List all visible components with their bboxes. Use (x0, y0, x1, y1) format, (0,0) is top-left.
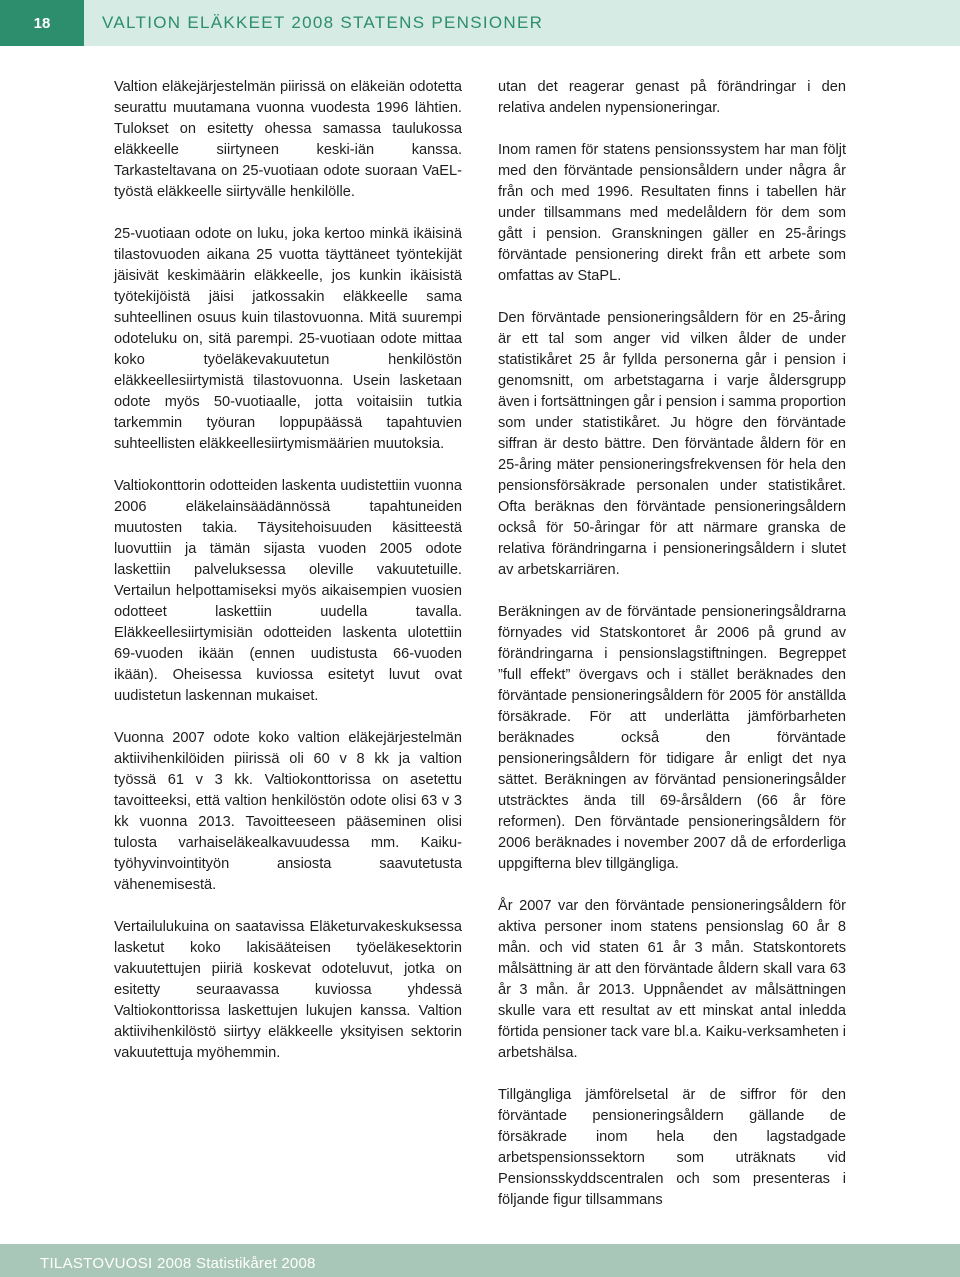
page-number: 18 (0, 0, 84, 46)
footer-label-sv: Statistikåret 2008 (196, 1255, 316, 1272)
right-column (498, 77, 846, 1232)
paragraph: Vertailulukuina on saatavissa Eläketurvakeskuksessa lasketut koko lakisääteisen työeläkesektorin vakuutettujen piiriä koskevat odoteluvut, jotka on esitetty seuraavassa kuviossa yhdessä Valtiokonttorissa laskettujen lukujen kanssa. Valtion aktiivihenkilöstö siirtyy eläkkeelle yksityisen sektorin vakuutettuja myöhemmin. (114, 919, 462, 1061)
paragraph: Inom ramen för statens pensionssystem har man följt med den förväntade pensionsåldern under några år från och med 1996. Resultaten finns i tabellen här under tillsammans med medelåldern för dem som gått i pension. Granskningen gäller en 25-årings förväntade pensionering direkt från ett arbete som omfattas av StaPL. (498, 142, 846, 284)
paragraph: Tillgängliga jämförelsetal är de siffror för den förväntade pensioneringsåldern gällande de försäkrade inom hela den lagstadgade arbetspensionssektorn som uträknats vid Pensionsskyddscentralen och som presenteras i följande figur tillsammans (498, 1087, 846, 1208)
page-header (0, 0, 960, 46)
paragraph: Vuonna 2007 odote koko valtion eläkejärjestelmän aktiivihenkilöiden piirissä oli 60 v 8 kk ja valtion työssä 61 v 3 kk. Valtiokonttorissa on asetettu tavoitteeksi, että valtion henkilöstön odote olisi 63 v 3 kk vuonna 2013. Tavoitteeseen pääseminen olisi tulosta varhaiseläkealkavuudessa mm. Kaiku-työhyvinvointityön ansiosta saavutetusta vähenemisestä. (114, 730, 462, 893)
left-column (114, 77, 462, 1085)
footer-label (40, 1255, 316, 1272)
paragraph: 25-vuotiaan odote on luku, joka kertoo minkä ikäisinä tilastovuoden aikana 25 vuotta täyttäneet työntekijät jäisivät keskimäärin eläkkeelle, jos kunkin ikäisistä työtekijöistä jäisi jatkossakin eläkkeelle sama suhteellinen osuus kuin tilastovuonna. Mitä suurempi odoteluku on, sitä parempi. 25-vuotiaan odote mittaa koko työeläkevakuutetun henkilöstön eläkkeellesiirtymistä tilastovuonna. Usein lasketaan odote myös 50-vuotiaalle, jotta voitaisiin tutkia tarkemmin työuran loppupäässä tapahtuvien suhteellisten eläkkeellesiirtymismäärien muutoksia. (114, 226, 462, 452)
running-title: VALTION ELÄKKEET 2008 STATENS PENSIONER (102, 13, 544, 32)
footer-label-fi: TILASTOVUOSI 2008 (40, 1255, 192, 1272)
paragraph: Valtion eläkejärjestelmän piirissä on eläkeiän odotetta seurattu muutamana vuonna vuodesta 1996 lähtien. Tulokset on esitetty ohessa samassa taulukossa eläkkeelle siirtyneen keski-iän kanssa. Tarkasteltavana on 25-vuotiaan odote suoraan VaEL-työstä eläkkeelle siirtyvälle henkilölle. (114, 79, 462, 200)
page-footer (0, 1244, 960, 1277)
paragraph: Beräkningen av de förväntade pensioneringsåldrarna förnyades vid Statskontoret år 2006 på grund av förändringarna i pensionslagstiftningen. Begreppet ”full effekt” övergavs och i stället beräknades den förväntade pensioneringsåldern för 2005 för anställda försäkrade. För att underlätta jämförbarheten beräknades också den förväntade pensioneringsåldern för tidigare år enligt det nya sättet. Beräkningen av förväntad pensioneringsålder utsträcktes ända till 69-årsåldern (66 år före reformen). Den förväntade pensioneringsåldern för 2006 beräknades i november 2007 då de erforderliga uppgifterna blev tillgängliga. (498, 604, 846, 872)
paragraph: År 2007 var den förväntade pensioneringsåldern för aktiva personer inom statens pensionslag 60 år 8 mån. och vid staten 61 år 3 mån. Statskontorets målsättning är att den förväntade åldern skall vara 63 år 3 mån. år 2013. Uppnåendet av målsättningen skulle vara ett resultat av ett minskat antal inledda förtida pensioner tack vare bl.a. Kaiku-verksamheten i arbetshälsa. (498, 898, 846, 1061)
paragraph: Valtiokonttorin odotteiden laskenta uudistettiin vuonna 2006 eläkelainsäädännössä tapahtuneiden muutosten takia. Täysitehoisuuden käsitteestä luovuttiin ja tämän sijasta vuoden 2005 odote laskettiin palveluksessa oleville vakuutetuille. Vertailun helpottamiseksi myös aikaisempien vuosien odotteet laskettiin uudella tavalla. Eläkkeellesiirtymisiän odotteiden laskenta ulotettiin 69-vuoden ikään (ennen uudistusta 66-vuoden ikään). Oheisessa kuviossa esitetyt luvut ovat uudistetun laskennan mukaiset. (114, 478, 462, 704)
paragraph: utan det reagerar genast på förändringar i den relativa andelen nypensioneringar. (498, 79, 846, 116)
paragraph: Den förväntade pensioneringsåldern för en 25-åring är ett tal som anger vid vilken ålder de under statistikåret 25 år fyllda personerna går i pension i genomsnitt, om arbetstagarna i varje åldersgrupp även i fortsättningen går i pension i samma proportion som under statistikåret. Ju högre den förväntade siffran är desto bättre. Den förväntade åldern för en 25-åring mäter pensioneringsfrekvensen för hela den pensionsförsäkrade personalen under statistikåret. Ofta beräknas den förväntade pensioneringsåldern också för 50-åringar för att närmare granska de relativa förändringarna i pensioneringsåldern i slutet av arbetskarriären. (498, 310, 847, 578)
